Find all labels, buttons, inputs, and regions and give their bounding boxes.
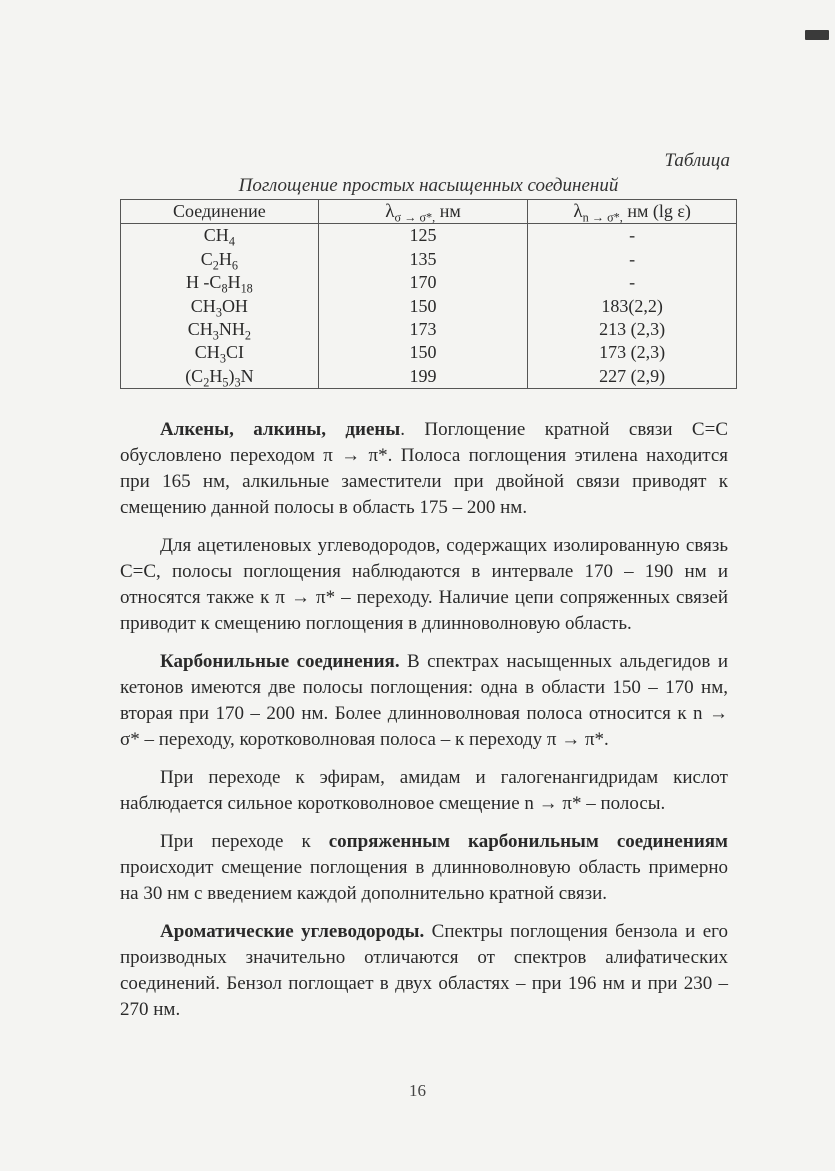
compound-cell: $CH_4$ [121,224,319,248]
paragraph-heading: Алкены, алкины, диены [160,419,401,440]
table-row [121,248,737,271]
paragraph: Ароматические углеводороды. Спектры поглощения бензола и его производных значительно отличаются от спектров алифатических соединений. Бензол поглощает в двух областях – при 196 нм и при 230 – 270 нм. [120,921,728,1020]
paragraph: Алкены, алкины, диены. Поглощение кратной связи С=С обусловлено переходом π → π*. Полоса поглощения этилена находится при 165 нм, алкильные заместители при двойной связи приводят к смещению данной полосы в область 175 – 200 нм. [120,419,728,518]
sigma-value-cell: 125 [318,224,528,248]
compound-cell: H $-C_8H_{18}$ [121,271,319,294]
body-text [120,417,728,1035]
compound-cell: $CH_3CI$ [121,341,319,364]
table-caption: Поглощение простых насыщенных соединений [238,175,619,196]
header-n-transition: $\lambda_{n \to \sigma*,}$ нм (lg ε) [528,200,737,224]
table-row [121,341,737,364]
header-sigma-transition: $\lambda_{\sigma \to \sigma*,}$ нм [318,200,528,224]
sigma-value-cell: 199 [318,365,528,389]
n-value-cell: - [528,248,737,271]
n-value-cell: - [528,224,737,248]
compound-cell: $(C_2H_5)_3N$ [121,365,319,389]
paragraph: Для ацетиленовых углеводородов, содержащих изолированную связь С=С, полосы поглощения наблюдаются в интервале 170 – 190 нм и относятся также к π → π* – переходу. Наличие цепи сопряженных связей приводит к смещению поглощения в длинноволновую область. [120,535,728,634]
compound-cell: $CH_3OH$ [121,295,319,318]
paragraph-heading: сопряженным карбонильным соединениям [328,831,728,852]
paragraph: При переходе к сопряженным карбонильным соединениям происходит смещение поглощения в длинноволновую область примерно на 30 нм с введением каждой дополнительно кратной связи. [120,831,728,904]
paragraph: Карбонильные соединения. В спектрах насыщенных альдегидов и кетонов имеются две полосы поглощения: одна в области 150 – 170 нм, вторая при 170 – 200 нм. Более длинноволновая полоса относится к n → σ* – переходу, коротковолновая полоса – к переходу π → π*. [120,651,728,750]
page-number: 16 [409,1081,426,1100]
table-header-row [121,200,737,224]
paragraph: При переходе к эфирам, амидам и галогенангидридам кислот наблюдается сильное коротковолновое смещение n → π* – полосы. [120,767,728,814]
table-row [121,318,737,341]
compound-cell: $CH_3NH_2$ [121,318,319,341]
n-value-cell: 173 (2,3) [528,341,737,364]
sigma-value-cell: 150 [318,341,528,364]
table-row [121,295,737,318]
n-value-cell: 183(2,2) [528,295,737,318]
header-compound: Соединение [121,200,319,224]
paragraph-heading: Ароматические углеводороды. [160,921,425,942]
table-row [121,271,737,294]
sigma-value-cell: 173 [318,318,528,341]
sigma-value-cell: 135 [318,248,528,271]
table-row [121,365,737,389]
scan-artifact-mark [805,30,829,40]
paragraph-heading: Карбонильные соединения. [160,651,400,672]
table-row [121,224,737,248]
table-label: Таблица [664,150,730,171]
sigma-value-cell: 170 [318,271,528,294]
absorption-table [120,199,737,389]
n-value-cell: 227 (2,9) [528,365,737,389]
n-value-cell: 213 (2,3) [528,318,737,341]
n-value-cell: - [528,271,737,294]
sigma-value-cell: 150 [318,295,528,318]
compound-cell: $C_2H_6$ [121,248,319,271]
